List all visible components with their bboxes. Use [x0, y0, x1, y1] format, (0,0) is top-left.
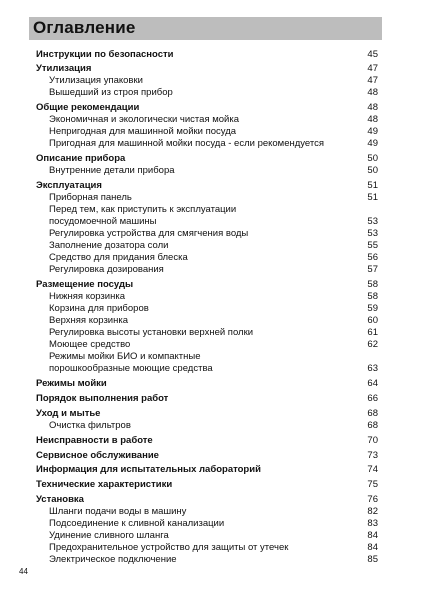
toc-entry-page: 50: [367, 165, 378, 176]
toc-subsection-entry: [36, 542, 378, 554]
toc-entry-page: 51: [367, 192, 378, 203]
toc-section-entry: [36, 279, 378, 291]
toc-entry-title: Вышедший из строя прибор: [49, 87, 173, 98]
toc-entry-title: Очистка фильтров: [49, 420, 131, 431]
toc-entry-title: Пригодная для машинной мойки посуда - если рекомендуется: [49, 138, 325, 149]
toc-entry-title: Утилизация: [36, 63, 92, 74]
toc-entry-page: 48: [367, 102, 378, 113]
toc-entry-title: Размещение посуды: [36, 279, 134, 290]
toc-subsection-entry: [36, 87, 378, 99]
toc-entry-page: 47: [367, 75, 378, 86]
toc-entry-page: 84: [367, 542, 378, 553]
toc-entry-page: 63: [367, 363, 378, 374]
toc-entry-page: 66: [367, 393, 378, 404]
toc-entry-page: 53: [367, 216, 378, 227]
toc-subsection-entry: [36, 75, 378, 87]
toc-entry-page: 70: [367, 435, 378, 446]
toc-entry-title: Регулировка дозирования: [49, 264, 164, 275]
toc-entry-page: 48: [367, 114, 378, 125]
toc-entry-title: Заполнение дозатора соли: [49, 240, 169, 251]
toc-entry-page: 85: [367, 554, 378, 565]
toc-entry-title: Корзина для приборов: [49, 303, 149, 314]
toc-entry-title: Средство для придания блеска: [49, 252, 188, 263]
toc-entry-page: 57: [367, 264, 378, 275]
toc-subsection-entry: [36, 204, 378, 216]
toc-subsection-entry: [36, 303, 378, 315]
toc-entry-title: Общие рекомендации: [36, 102, 140, 113]
toc-entry-page: 48: [367, 87, 378, 98]
toc-subsection-entry: [36, 165, 378, 177]
toc-entry-title: Моющее средство: [49, 339, 131, 350]
toc-entry-title: Перед тем, как приступить к эксплуатации: [49, 204, 237, 215]
toc-entry-page: 49: [367, 138, 378, 149]
toc-subsection-entry: [36, 339, 378, 351]
toc-entry-title: Верхняя корзинка: [49, 315, 129, 326]
toc-entry-page: 75: [367, 479, 378, 490]
toc-entry-page: 82: [367, 506, 378, 517]
toc-entry-page: 56: [367, 252, 378, 263]
toc-entry-page: 64: [367, 378, 378, 389]
toc-section-entry: [36, 153, 378, 165]
toc-subsection-entry: [36, 518, 378, 530]
toc-entry-page: 49: [367, 126, 378, 137]
toc-entry-title: посудомоечной машины: [49, 216, 157, 227]
toc-subsection-entry: [36, 420, 378, 432]
toc-subsection-entry: [36, 114, 378, 126]
toc-subsection-entry: [36, 363, 378, 375]
toc-entry-title: Уход и мытье: [36, 408, 101, 419]
toc-section-entry: [36, 450, 378, 462]
toc-entry-page: 58: [367, 291, 378, 302]
toc-entry-page: 74: [367, 464, 378, 475]
toc-entry-title: Приборная панель: [49, 192, 132, 203]
toc-entry-page: 55: [367, 240, 378, 251]
toc-entry-page: 47: [367, 63, 378, 74]
toc-entry-page: 61: [367, 327, 378, 338]
toc-section-entry: [36, 435, 378, 447]
toc-subsection-entry: [36, 126, 378, 138]
toc-entry-title: Технические характеристики: [36, 479, 173, 490]
toc-subsection-entry: [36, 506, 378, 518]
toc-entry-title: Эксплуатация: [36, 180, 102, 191]
toc-entry-page: 58: [367, 279, 378, 290]
toc-section-entry: [36, 180, 378, 192]
toc-entry-page: 62: [367, 339, 378, 350]
toc-entry-title: Подсоединение к сливной канализации: [49, 518, 225, 529]
toc-entry-title: Внутренние детали прибора: [49, 165, 175, 176]
toc-subsection-entry: [36, 192, 378, 204]
toc-section-entry: [36, 464, 378, 476]
toc-subsection-entry: [36, 216, 378, 228]
toc-subsection-entry: [36, 554, 378, 566]
page-title: Оглавление: [33, 18, 136, 37]
toc-entry-title: Неисправности в работе: [36, 435, 153, 446]
toc-subsection-entry: [36, 315, 378, 327]
toc-entry-title: Утилизация упаковки: [49, 75, 143, 86]
toc-entry-title: Регулировка высоты установки верхней полки: [49, 327, 254, 338]
toc-entry-title: Предохранительное устройство для защиты от утечек: [49, 542, 289, 553]
toc-subsection-entry: [36, 240, 378, 252]
toc-subsection-entry: [36, 530, 378, 542]
toc-section-entry: [36, 102, 378, 114]
toc-entry-title: Установка: [36, 494, 84, 505]
toc-entry-title: порошкообразные моющие средства: [49, 363, 213, 374]
toc-entry-title: Нижняя корзинка: [49, 291, 125, 302]
toc-entry-title: Шланги подачи воды в машину: [49, 506, 187, 517]
toc-entry-title: Электрическое подключение: [49, 554, 177, 565]
toc-subsection-entry: [36, 351, 378, 363]
toc-entry-page: 83: [367, 518, 378, 529]
toc-entry-page: 53: [367, 228, 378, 239]
toc-entry-title: Информация для испытательных лабораторий: [36, 464, 261, 475]
toc-entry-title: Режимы мойки: [36, 378, 107, 389]
toc-entry-title: Экономичная и экологически чистая мойка: [49, 114, 240, 125]
toc-entry-page: 68: [367, 420, 378, 431]
toc-section-entry: [36, 408, 378, 420]
toc-entry-page: 50: [367, 153, 378, 164]
toc-subsection-entry: [36, 291, 378, 303]
toc-entry-title: Удинение сливного шланга: [49, 530, 169, 541]
toc-subsection-entry: [36, 264, 378, 276]
toc-section-entry: [36, 378, 378, 390]
toc-section-entry: [36, 479, 378, 491]
toc-section-entry: [36, 494, 378, 506]
toc-entry-title: Непригодная для машинной мойки посуда: [49, 126, 237, 137]
toc-subsection-entry: [36, 252, 378, 264]
toc-entry-page: 84: [367, 530, 378, 541]
toc-entry-title: Режимы мойки БИО и компактные: [49, 351, 201, 362]
toc-entry-page: 73: [367, 450, 378, 461]
toc-entry-page: 68: [367, 408, 378, 419]
toc-entry-title: Сервисное обслуживание: [36, 450, 159, 461]
toc-entry-page: 51: [367, 180, 378, 191]
toc-entry-page: 76: [367, 494, 378, 505]
toc-entry-title: Регулировка устройства для смягчения воды: [49, 228, 249, 239]
toc-section-entry: [36, 393, 378, 405]
toc-subsection-entry: [36, 138, 378, 150]
toc-section-entry: [36, 63, 378, 75]
toc-entry-title: Инструкции по безопасности: [36, 49, 174, 60]
toc-subsection-entry: [36, 327, 378, 339]
toc-subsection-entry: [36, 228, 378, 240]
toc-section-entry: [36, 49, 378, 61]
page-number: 44: [19, 567, 28, 576]
toc-entry-page: 59: [367, 303, 378, 314]
toc-entry-page: 60: [367, 315, 378, 326]
toc-entry-page: 45: [367, 49, 378, 60]
toc-entry-title: Порядок выполнения работ: [36, 393, 169, 404]
toc-entry-title: Описание прибора: [36, 153, 126, 164]
